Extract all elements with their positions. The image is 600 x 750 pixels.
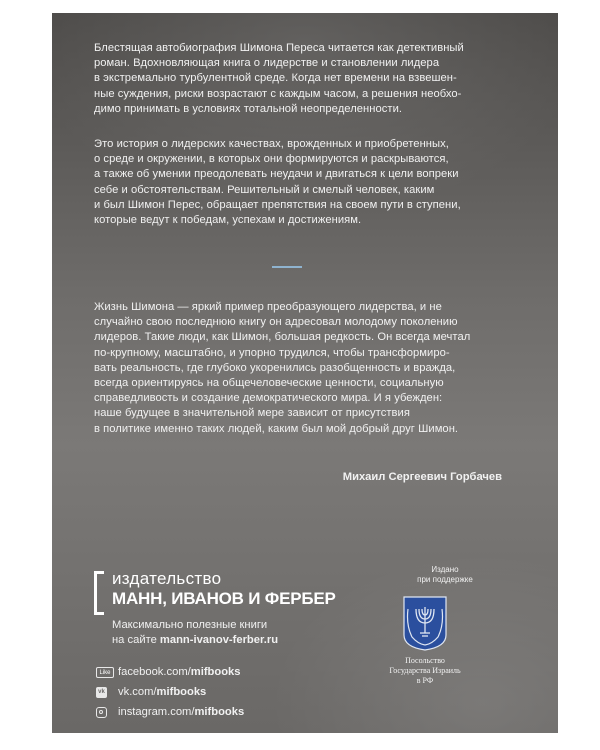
text-line: ные суждения, риски возрастают с каждым часом, а решения необхо-: [94, 87, 462, 100]
embassy-line: Посольство: [405, 656, 445, 665]
facebook-link-text: [118, 666, 241, 678]
tagline-line: Максимально полезные книги: [112, 619, 268, 631]
gorbachev-quote: [94, 300, 470, 437]
israel-emblem-icon: [402, 595, 448, 651]
publisher-tagline: [112, 618, 278, 648]
vk-icon-label: vk: [98, 689, 105, 695]
text-line: в политике именно таких людей, каким был мой добрый друг Шимон.: [94, 422, 459, 435]
text-line: а также об умении преодолевать неудачи и двигаться к цели вопреки: [94, 168, 459, 181]
text-line: в экстремально турбулентной среде. Когда нет времени на взвешен-: [94, 72, 457, 85]
embassy-caption: [380, 656, 470, 686]
text-line: о среде и окружении, в которых они формируются и раскрываются,: [94, 153, 449, 166]
blurb-paragraph-2: [94, 137, 461, 228]
facebook-handle: mifbooks: [190, 666, 241, 678]
text-line: роман. Вдохновляющая книга о лидерстве и становлении лидера: [94, 57, 440, 70]
vk-link-text: [118, 686, 206, 698]
text-line: Блестящая автобиография Шимона Переса читается как детективный: [94, 42, 464, 54]
embassy-line: Государства Израиль: [389, 666, 461, 675]
facebook-like-icon: [96, 667, 114, 678]
quote-author: Михаил Сергеевич Горбачев: [342, 471, 502, 483]
facebook-prefix: facebook.com/: [118, 666, 191, 678]
support-note: [390, 565, 500, 585]
instagram-handle: mifbooks: [194, 706, 245, 718]
text-line: Жизнь Шимона — яркий пример преобразующего лидерства, и не: [94, 301, 442, 313]
blurb-paragraph-1: [94, 41, 464, 117]
text-line: лидеров. Такие люди, как Шимон, большая редкость. Он всегда мечтал: [94, 331, 471, 344]
embassy-line: в РФ: [416, 676, 434, 685]
text-line: по-крупному, масштабно, и упорно трудился, чтобы трансформиро-: [94, 346, 450, 359]
text-line: всегда ориентируясь на общечеловеческие ценности, социальную: [94, 377, 444, 390]
support-line: при поддержке: [417, 575, 473, 584]
section-divider: [272, 266, 302, 268]
instagram-icon: [96, 707, 107, 718]
facebook-icon-label: Like: [99, 670, 111, 676]
text-line: вать реальность, где глубоко укоренились разобщенность и вражда,: [94, 361, 456, 374]
text-line: которые ведут к победам, успехам и достижениям.: [94, 214, 362, 227]
text-line: Это история о лидерских качествах, врожденных и приобретенных,: [94, 138, 449, 150]
text-line: наше будущее в значительной мере зависит от присутствия: [94, 407, 410, 420]
vk-prefix: vk.com/: [118, 686, 157, 698]
publisher-name: МАНН, ИВАНОВ И ФЕРБЕР: [112, 589, 336, 608]
text-line: себе и обстоятельствам. Решительный и смелый человек, каким: [94, 183, 435, 196]
support-line: Издано: [431, 565, 459, 574]
tagline-line: [112, 633, 278, 648]
tagline-prefix: на сайте: [112, 634, 160, 646]
text-line: и был Шимон Перес, обращает препятствия на своем пути в ступени,: [94, 198, 461, 211]
instagram-link-text: [118, 706, 244, 718]
vk-icon: [96, 687, 107, 698]
publisher-site-link[interactable]: mann-ivanov-ferber.ru: [159, 634, 279, 646]
publisher-label: издательство: [112, 569, 222, 588]
instagram-prefix: instagram.com/: [118, 706, 195, 718]
vk-handle: mifbooks: [156, 686, 207, 698]
text-line: димо принимать в условиях тотальной неопределенности.: [94, 102, 403, 115]
text-line: справедливость и создание демократического мира. И я убежден:: [94, 392, 443, 405]
back-cover: [52, 13, 558, 733]
text-line: случайно свою последнюю книгу он адресовал молодому поколению: [94, 316, 458, 329]
bracket-icon: [94, 571, 104, 615]
